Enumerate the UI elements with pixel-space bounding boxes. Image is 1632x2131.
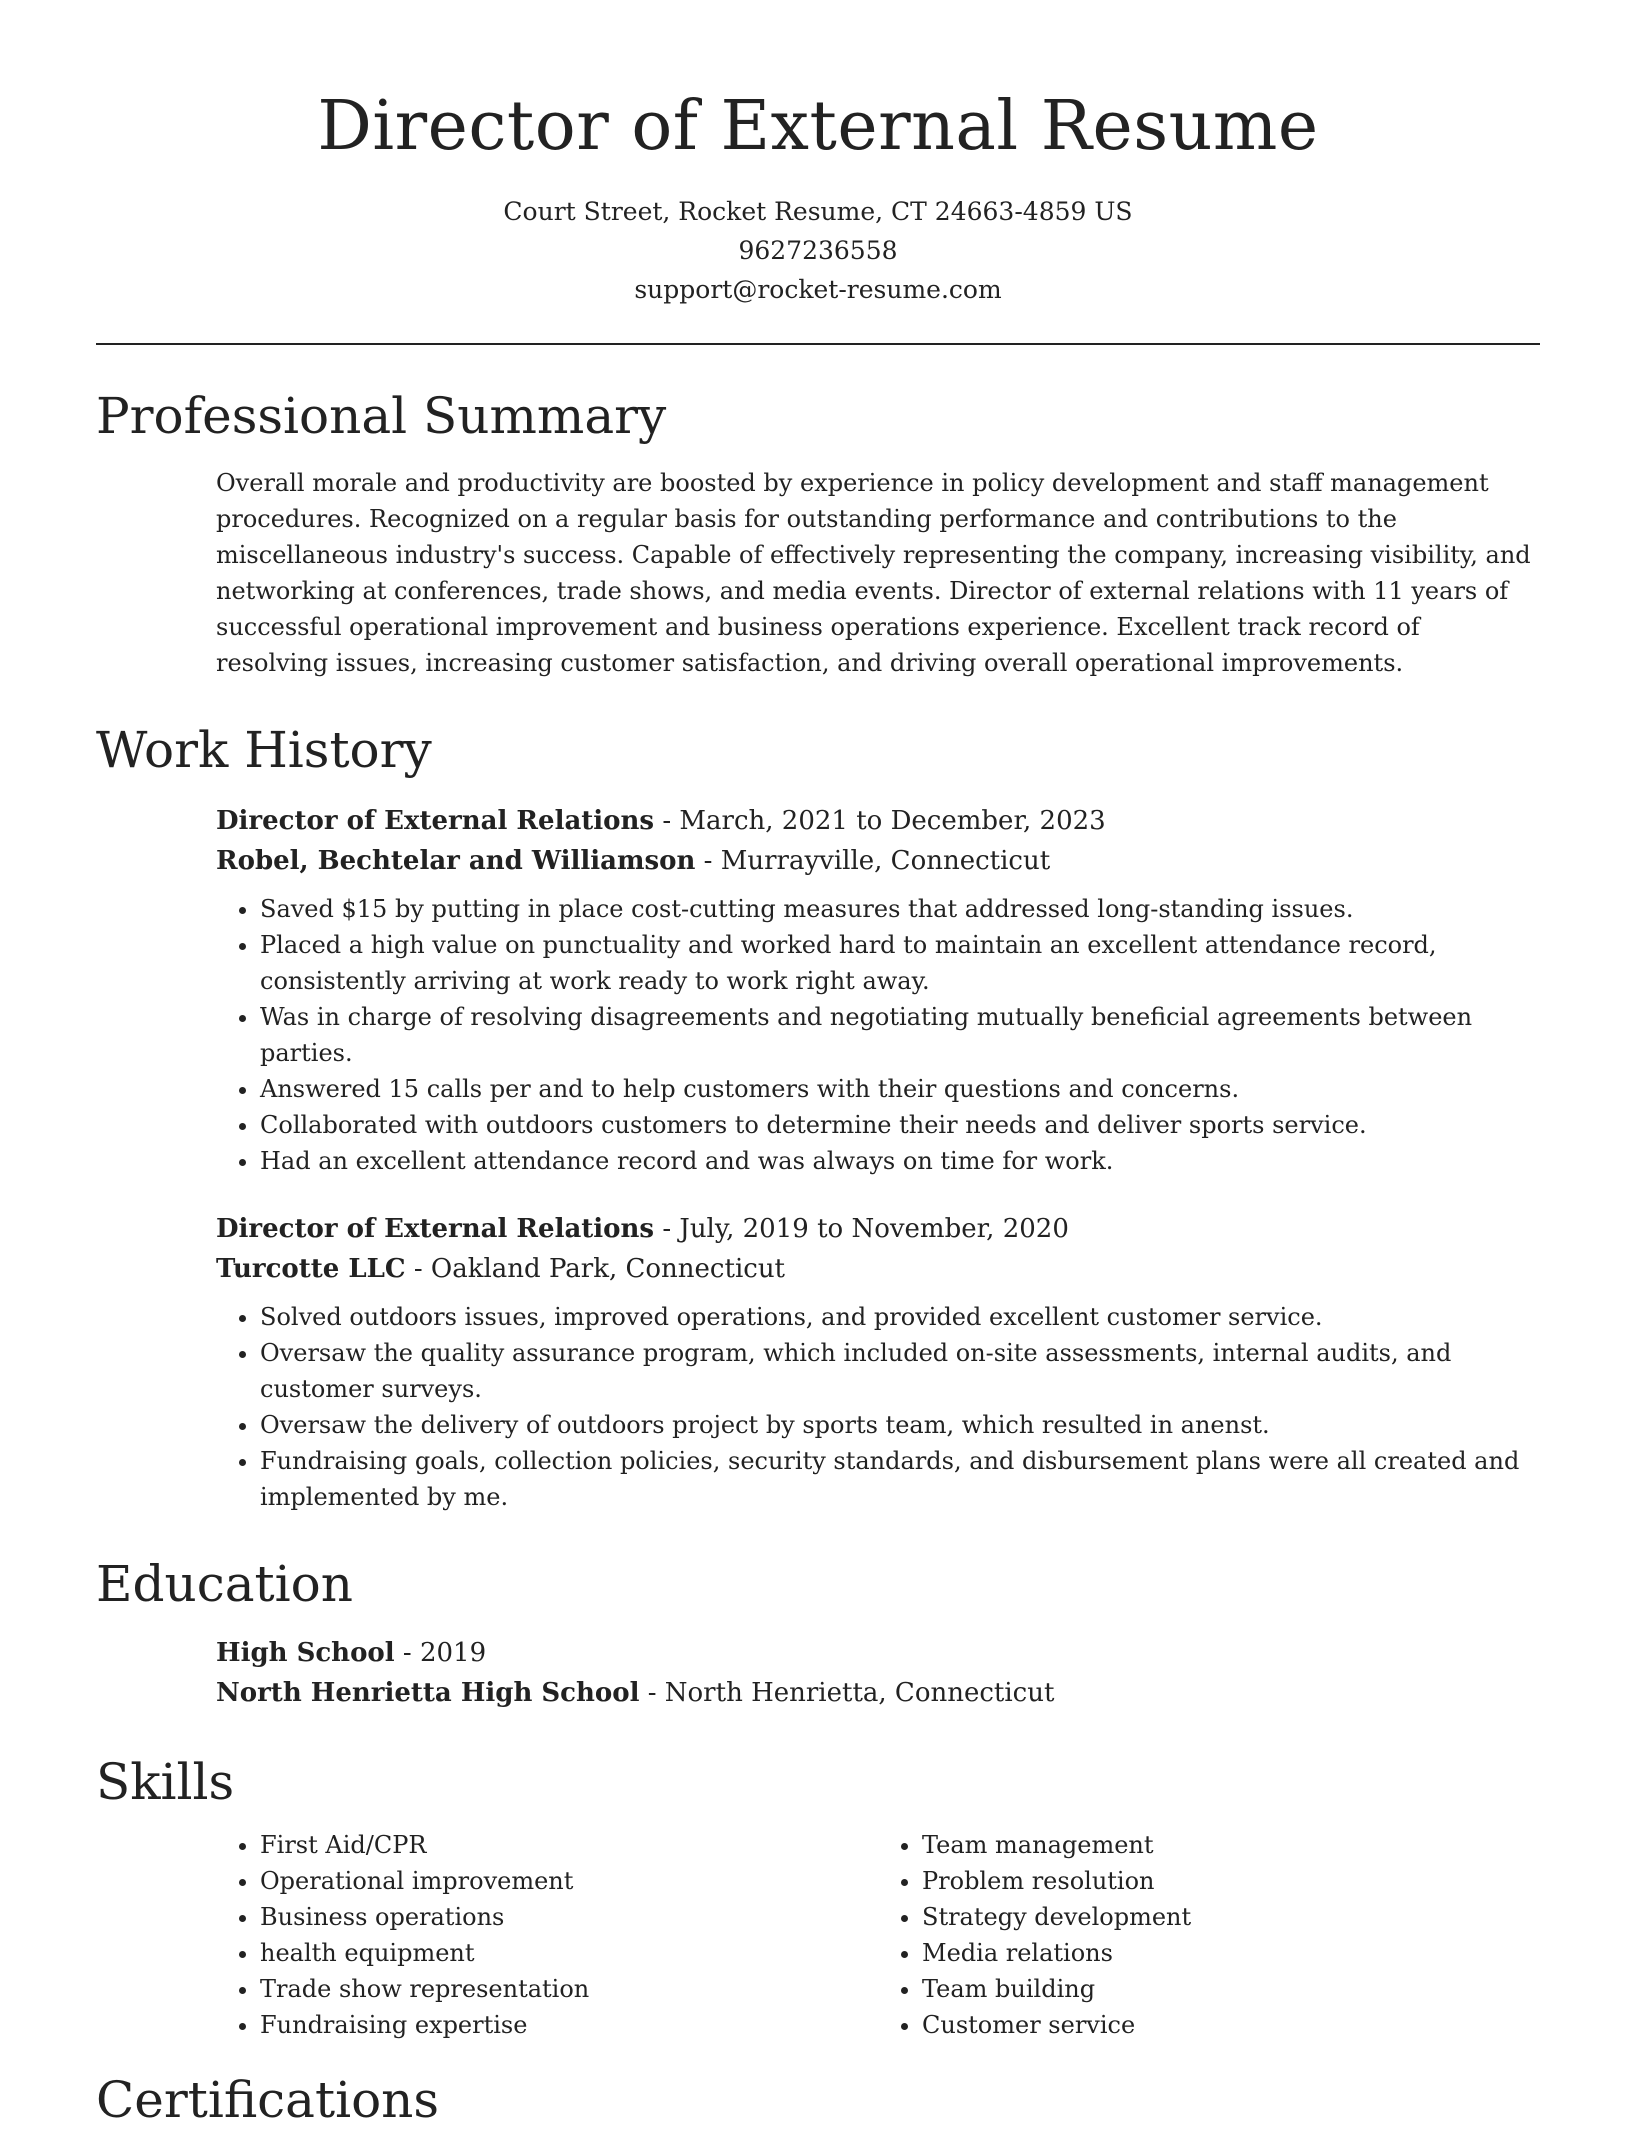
work-history-section (96, 719, 1540, 1515)
job-role: Director of External Relations (216, 1214, 655, 1244)
skills-list-left (216, 1827, 878, 2043)
job-entry (216, 1209, 1540, 1515)
skill-item: • First Aid/CPR (260, 1827, 878, 1863)
skill-item: • Team management (922, 1827, 1540, 1863)
skill-item: • Trade show representation (260, 1971, 878, 2007)
skill-item: • Operational improvement (260, 1863, 878, 1899)
job-dates: - July, 2019 to November, 2020 (654, 1214, 1069, 1244)
job-company: Turcotte LLC (216, 1254, 406, 1284)
certifications-heading: Certifications (96, 2071, 440, 2129)
job-location: - Oakland Park, Connecticut (405, 1254, 786, 1284)
contact-phone: 9627236558 (738, 236, 898, 265)
contact-email: support@rocket-resume.com (634, 275, 1002, 304)
education-degree: High School (216, 1638, 395, 1668)
job-bullet: • Had an excellent attendance record and was always on time for work. (260, 1143, 1540, 1179)
job-bullet: • Was in charge of resolving disagreements and negotiating mutually beneficial agreements between parties. (260, 999, 1540, 1071)
skill-item: • Media relations (922, 1935, 1540, 1971)
skill-item: • Strategy development (922, 1899, 1540, 1935)
job-location: - Murrayville, Connecticut (695, 846, 1051, 876)
skills-list-right (878, 1827, 1540, 2043)
summary-heading: Professional Summary (96, 387, 667, 445)
job-bullet: • Answered 15 calls per and to help customers with their questions and concerns. (260, 1071, 1540, 1107)
job-bullet: • Placed a high value on punctuality and worked hard to maintain an excellent attendance record, consistently arriving at work ready to work right away. (260, 927, 1540, 999)
skills-heading: Skills (96, 1753, 235, 1811)
summary-text: Overall morale and productivity are boosted by experience in policy development and staff management procedures. Recognized on a regular basis for outstanding performance and contributions to the miscellaneous industry's success. Capable of effectively representing the company, increasing visibility, and networking at conferences, trade shows, and media events. Director of external relations with 11 years of successful operational improvement and business operations experience. Excellent track record of resolving issues, increasing customer satisfaction, and driving overall operational improvements. (216, 469, 1531, 677)
job-bullet: • Solved outdoors issues, improved operations, and provided excellent customer service. (260, 1299, 1540, 1335)
education-heading: Education (96, 1555, 353, 1613)
contact-block (96, 192, 1540, 309)
job-company-line (216, 841, 1540, 881)
summary-section (96, 385, 1540, 681)
education-degree-line (216, 1633, 1540, 1673)
job-role-line (216, 801, 1540, 841)
job-company-line (216, 1249, 1540, 1289)
skills-columns (216, 1827, 1540, 2043)
resume-title: Director of External Resume (317, 87, 1319, 166)
job-bullet: • Oversaw the delivery of outdoors project by sports team, which resulted in anenst. (260, 1407, 1540, 1443)
job-bullets (216, 891, 1540, 1179)
job-bullet: • Saved $15 by putting in place cost-cutting measures that addressed long-standing issues. (260, 891, 1540, 927)
work-history-heading: Work History (96, 721, 432, 779)
skill-item: • Team building (922, 1971, 1540, 2007)
skills-section (96, 1751, 1540, 2043)
job-dates: - March, 2021 to December, 2023 (654, 806, 1106, 836)
certifications-section (96, 2069, 1540, 2131)
job-bullet: • Fundraising goals, collection policies, security standards, and disbursement plans were all created and implemented by me. (260, 1443, 1540, 1515)
job-company: Robel, Bechtelar and Williamson (216, 846, 696, 876)
education-location: - North Henrietta, Connecticut (639, 1678, 1055, 1708)
job-role: Director of External Relations (216, 806, 655, 836)
skill-item: • Customer service (922, 2007, 1540, 2043)
job-bullets (216, 1299, 1540, 1515)
job-bullet: • Collaborated with outdoors customers to determine their needs and deliver sports service. (260, 1107, 1540, 1143)
education-section (96, 1553, 1540, 1713)
education-year: - 2019 (394, 1638, 487, 1668)
skill-item: • Fundraising expertise (260, 2007, 878, 2043)
resume-header (96, 0, 1540, 309)
resume-page (96, 0, 1540, 2131)
job-entry (216, 801, 1540, 1179)
job-bullet: • Oversaw the quality assurance program, which included on-site assessments, internal audits, and customer surveys. (260, 1335, 1540, 1407)
skill-item: • Problem resolution (922, 1863, 1540, 1899)
skill-item: • health equipment (260, 1935, 878, 1971)
job-role-line (216, 1209, 1540, 1249)
header-divider (96, 343, 1540, 345)
skill-item: • Business operations (260, 1899, 878, 1935)
education-school: North Henrietta High School (216, 1678, 640, 1708)
education-entry (216, 1633, 1540, 1713)
education-school-line (216, 1673, 1540, 1713)
contact-address: Court Street, Rocket Resume, CT 24663-4859 US (503, 197, 1133, 226)
